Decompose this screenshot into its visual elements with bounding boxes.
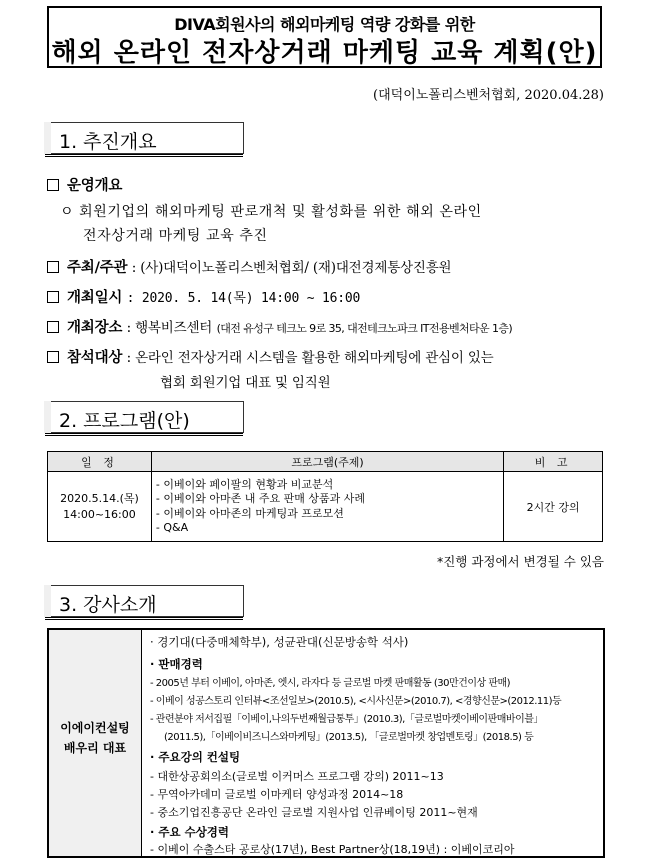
target-text-cont: 협회 회원기업 대표 및 임직원 <box>160 375 331 391</box>
program-item: - 이베이와 아마존의 마케팅과 프로모션 <box>155 506 344 520</box>
sales-heading: · 판매경력 <box>150 657 203 671</box>
checkbox-square-icon <box>47 351 59 363</box>
document-title: 해외 온라인 전자상거래 마케팅 교육 계획(안) <box>51 38 598 68</box>
award-heading: · 주요 수상경력 <box>150 825 230 839</box>
list-item: - 이베이 성공스토리 인터뷰<조선일보>(2010.5), <시사신문>(2010.7), <경향신문>(2012.11)등 <box>150 696 562 707</box>
overview-text: ㅇ 회원기업의 해외마케팅 판로개척 및 활성화를 위한 해외 온라인 <box>60 204 482 220</box>
section-heading-text: 3. 강사소개 <box>59 594 157 616</box>
instructor-table <box>47 628 605 858</box>
venue-item: 개최장소 : 행복비즈센터 (대전 유성구 테크노 9로 35, 대전테크노파크 IT전용벤처타운 1층) <box>47 316 512 337</box>
instructor-name-cell <box>49 630 142 856</box>
table-header-row <box>48 452 603 472</box>
lecture-heading: · 주요강의 컨설팅 <box>150 750 241 764</box>
note-cell: 2시간 강의 <box>504 472 603 542</box>
list-item: - 2005년 부터 이베이, 아마존, 엣시, 라자다 등 글로벌 마켓 판매활동 (30만건이상 판매) <box>150 678 511 689</box>
section-heading-program <box>44 401 244 433</box>
program-item: - 이베이와 페이팔의 현황과 비교분석 <box>155 477 334 491</box>
instructor-profile-cell <box>142 630 603 856</box>
education-line: · 경기대(다중매체학부), 성균관대(신문방송학 석사) <box>150 635 409 649</box>
section-heading-text: 2. 프로그램(안) <box>59 410 190 432</box>
list-item: - 이베이 수출스타 공로상(17년), Best Partner상(18,19년) : 이베이코리아 <box>150 843 515 856</box>
column-header: 프로그램(주제) <box>151 452 503 472</box>
overview-text-cont: 전자상거래 마케팅 교육 추진 <box>83 228 268 244</box>
checkbox-square-icon <box>47 291 59 303</box>
program-item: - 이베이와 아마존 내 주요 판매 상품과 사례 <box>155 492 366 505</box>
column-header: 비 고 <box>504 452 603 472</box>
checkbox-square-icon <box>47 179 59 191</box>
list-item: - 대한상공회의소(글로벌 이커머스 프로그램 강의) 2011~13 <box>150 770 444 783</box>
program-table <box>47 451 603 542</box>
list-item: - 중소기업진흥공단 온라인 글로벌 지원사업 인큐베이팅 2011~현재 <box>150 806 478 819</box>
date-item: 개최일시 : 2020. 5. 14(목) 14:00 ~ 16:00 <box>47 286 360 307</box>
list-item: - 관련분야 저서집필「이베이,나의두번째월급통투」(2010.3),「글로벌마켓이베이판매바이블」 <box>150 714 543 725</box>
checkbox-square-icon <box>47 261 59 273</box>
section-heading-overview <box>44 122 244 154</box>
instructor-company: 이에이컨설팅 <box>60 721 130 735</box>
document-subtitle: DIVA회원사의 해외마케팅 역량 강화를 위한 <box>174 15 475 34</box>
section-heading-instructor <box>44 585 244 617</box>
column-header: 일 정 <box>48 452 152 472</box>
program-footnote: *진행 과정에서 변경될 수 있음 <box>436 554 604 569</box>
section-heading-text: 1. 추진개요 <box>59 131 157 153</box>
program-cell <box>151 472 503 542</box>
title-banner <box>47 6 602 68</box>
host-item: 주최/주관 : (사)대덕이노폴리스벤처협회/ (재)대전경제통상진흥원 <box>47 256 451 277</box>
checkbox-square-icon <box>47 321 59 333</box>
schedule-cell: 2020.5.14.(목) 14:00~16:00 <box>48 472 152 542</box>
list-item: - 무역아카데미 글로벌 이마케터 양성과정 2014~18 <box>150 788 404 801</box>
instructor-name: 배우리 대표 <box>63 741 127 755</box>
overview-item: 운영개요 <box>47 174 122 195</box>
list-item: (2011.5),「이베이비즈니스와마케팅」(2013.5), 「글로벌마켓 창업멘토링」(2018.5) 등 <box>164 732 534 743</box>
table-row <box>48 472 603 542</box>
target-item: 참석대상 : 온라인 전자상거래 시스템을 활용한 해외마케팅에 관심이 있는 <box>47 346 494 367</box>
program-item: - Q&A <box>155 521 189 534</box>
document-source: (대덕이노폴리스벤처협회, 2020.04.28) <box>373 88 604 103</box>
